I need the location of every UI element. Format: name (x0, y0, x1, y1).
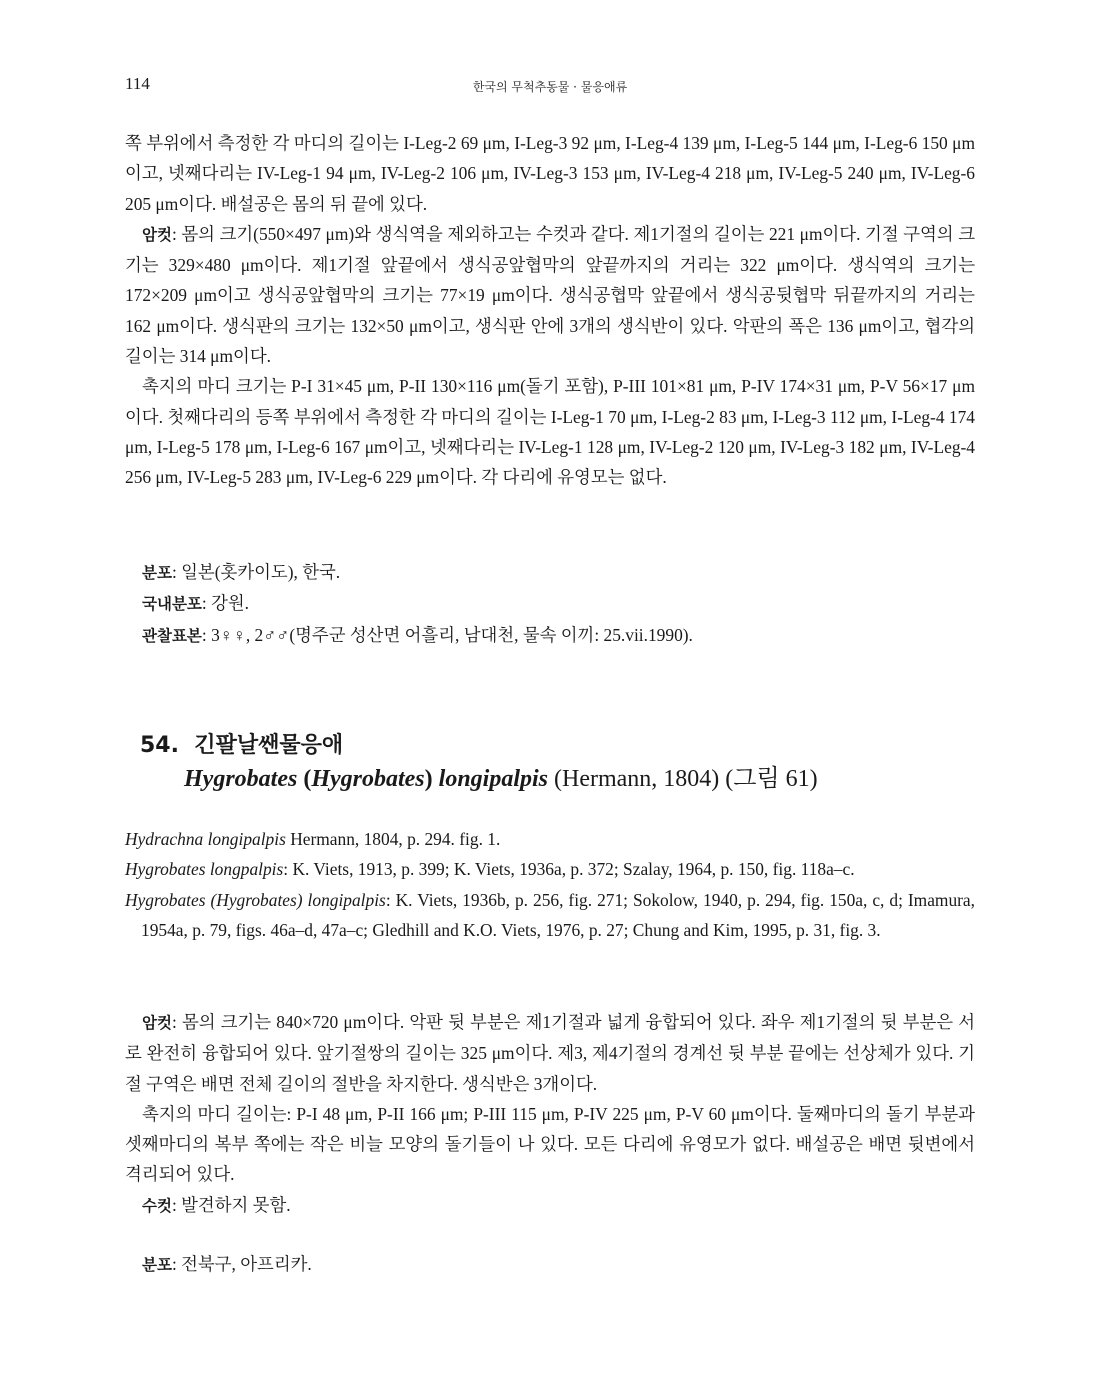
species-author: (Hermann, 1804) (554, 766, 720, 792)
subgenus-name: (Hygrobates) (303, 766, 433, 792)
synonym-entry (125, 854, 975, 884)
species-heading-korean (140, 730, 818, 762)
synonym-text: Hermann, 1804, p. 294. fig. 1. (285, 829, 501, 849)
specimens-label: 관찰표본 (142, 626, 202, 645)
synonymy-list (125, 824, 975, 945)
synonym-name: Hygrobates (Hygrobates) longipalpis (125, 889, 386, 910)
paragraph-palp: 촉지의 마디 크기는 P-I 31×45 μm, P-II 130×116 μm(돌기 포함), P-III 101×81 μm, P-IV 174×31 μm, P-V 56×17 μm이다. 첫째다리의 등쪽 부위에서 측정한 각 마디의 길이는 I-Leg-1 70 μm, I-Leg-2 83 μm, I-Leg-3 112 μm, I-Leg-4 174 μm, I-Leg-5 178 μm, I-Leg-6 167 μm이고, 넷째다리는 IV-Leg-1 128 μm, IV-Leg-2 120 μm, IV-Leg-3 182 μm, IV-Leg-4 256 μm, IV-Leg-5 283 μm, IV-Leg-6 229 μm이다. 각 다리에 유영모는 없다. (125, 376, 975, 488)
distribution-block-2 (125, 1249, 975, 1280)
distribution-text: : 일본(홋카이도), 한국. (171, 562, 341, 582)
description-block-2 (125, 1007, 975, 1221)
species-epithet: longipalpis (438, 766, 549, 792)
distribution-label: 분포 (142, 1256, 172, 1274)
korea-distribution-text: : 강원. (201, 593, 250, 614)
running-title: 한국의 무척추동물 · 물응애류 (472, 80, 628, 94)
description-block-1 (125, 128, 975, 493)
distribution-block (125, 557, 975, 651)
distribution-text: : 전북구, 아프리카. (171, 1254, 312, 1274)
female-text: : 몸의 크기(550×497 μm)와 생식역을 제외하고는 수컷과 같다. 제1기절의 길이는 221 μm이다. 기절 구역의 크기는 329×480 μm이다. 제1기절 앞끝에서 생식공앞협막의 앞끝까지의 거리는 322 μm이다. 생식역의 크기는 172×209 μm이고 생식공앞협막의 크기는 77×19 μm이다. 생식공협막 앞끝에서 생식공뒷협막 뒤끝까지의 거리는 162 μm이다. 생식판의 크기는 132×50 μm이고, 생식판 안에 3개의 생식반이 있다. 악판의 폭은 136 μm이고, 협각의 길이는 314 μm이다. (125, 223, 975, 367)
paragraph-female (125, 219, 975, 371)
synonym-text: : K. Viets, 1913, p. 399; K. Viets, 1936a, p. 372; Szalay, 1964, p. 150, fig. 118a–c. (283, 859, 855, 880)
genus-name: Hygrobates (184, 766, 298, 792)
paragraph-continuation: 쪽 부위에서 측정한 각 마디의 길이는 I-Leg-2 69 μm, I-Leg-3 92 μm, I-Leg-4 139 μm, I-Leg-5 144 μm, I-Leg-6 150 μm이고, 넷째다리는 IV-Leg-1 94 μm, IV-Leg-2 106 μm, IV-Leg-3 153 μm, IV-Leg-4 218 μm, IV-Leg-5 240 μm, IV-Leg-6 205 μm이다. 배설공은 몸의 뒤 끝에 있다. (125, 133, 975, 214)
distribution-line (125, 557, 975, 588)
species-korean-name: 긴팔날쌘물응애 (194, 733, 344, 758)
female-text: : 몸의 크기는 840×720 μm이다. 악판 뒷 부분은 제1기절과 넓게 융합되어 있다. 좌우 제1기절의 뒷 부분은 서로 완전히 융합되어 있다. 앞기절쌍의 길이는 325 μm이다. 제3, 제4기절의 경계선 뒷 부분 끝에는 선상체가 있다. 기절 구역은 배면 전체 길이의 절반을 차지한다. 생식반은 3개이다. (125, 1012, 975, 1094)
paragraph-palp-2: 촉지의 마디 길이는: P-I 48 μm, P-II 166 μm; P-III 115 μm, P-IV 225 μm, P-V 60 μm이다. 둘째마디의 돌기 부분과 셋째마디의 복부 쪽에는 작은 비늘 모양의 돌기들이 나 있다. 모든 다리에 유영모가 없다. 배설공은 배면 뒷변에서 격리되어 있다. (125, 1103, 975, 1185)
paragraph-male-2 (125, 1190, 975, 1221)
paragraph-female-2 (125, 1007, 975, 1099)
distribution-label: 분포 (142, 564, 172, 582)
synonym-name: Hydrachna longipalpis (125, 829, 286, 849)
synonym-entry (125, 824, 975, 854)
synonym-name: Hygrobates longpalpis (125, 859, 284, 880)
page-number: 114 (125, 74, 150, 93)
synonym-entry (125, 885, 975, 946)
specimens-text: : 3♀♀, 2♂♂(명주군 성산면 어흘리, 남대천, 물속 이끼: 25.vii.1990). (201, 624, 693, 645)
korea-distribution-label: 국내분포 (142, 595, 202, 614)
male-text: : 발견하지 못함. (171, 1194, 291, 1215)
species-number: 54. (140, 733, 179, 758)
female-label: 암컷 (142, 225, 172, 244)
female-label: 암컷 (142, 1014, 172, 1032)
distribution-line-2 (125, 1249, 975, 1280)
species-heading-scientific (140, 762, 818, 796)
species-heading (140, 730, 818, 796)
specimens-line (125, 620, 975, 651)
figure-reference: (그림 61) (725, 766, 818, 792)
korea-distribution-line (125, 588, 975, 619)
synonym-text: : K. Viets, 1936b, p. 256, fig. 271; Sokolow, 1940, p. 294, fig. 150a, c, d; Imamura, 1954a, p. 79, figs. 46a–d, 47a–c; Gledhill and K.O. Viets, 1976, p. 27; Chung and Kim, 1995, p. 31, fig. 3. (141, 889, 976, 940)
male-label: 수컷 (142, 1196, 172, 1215)
